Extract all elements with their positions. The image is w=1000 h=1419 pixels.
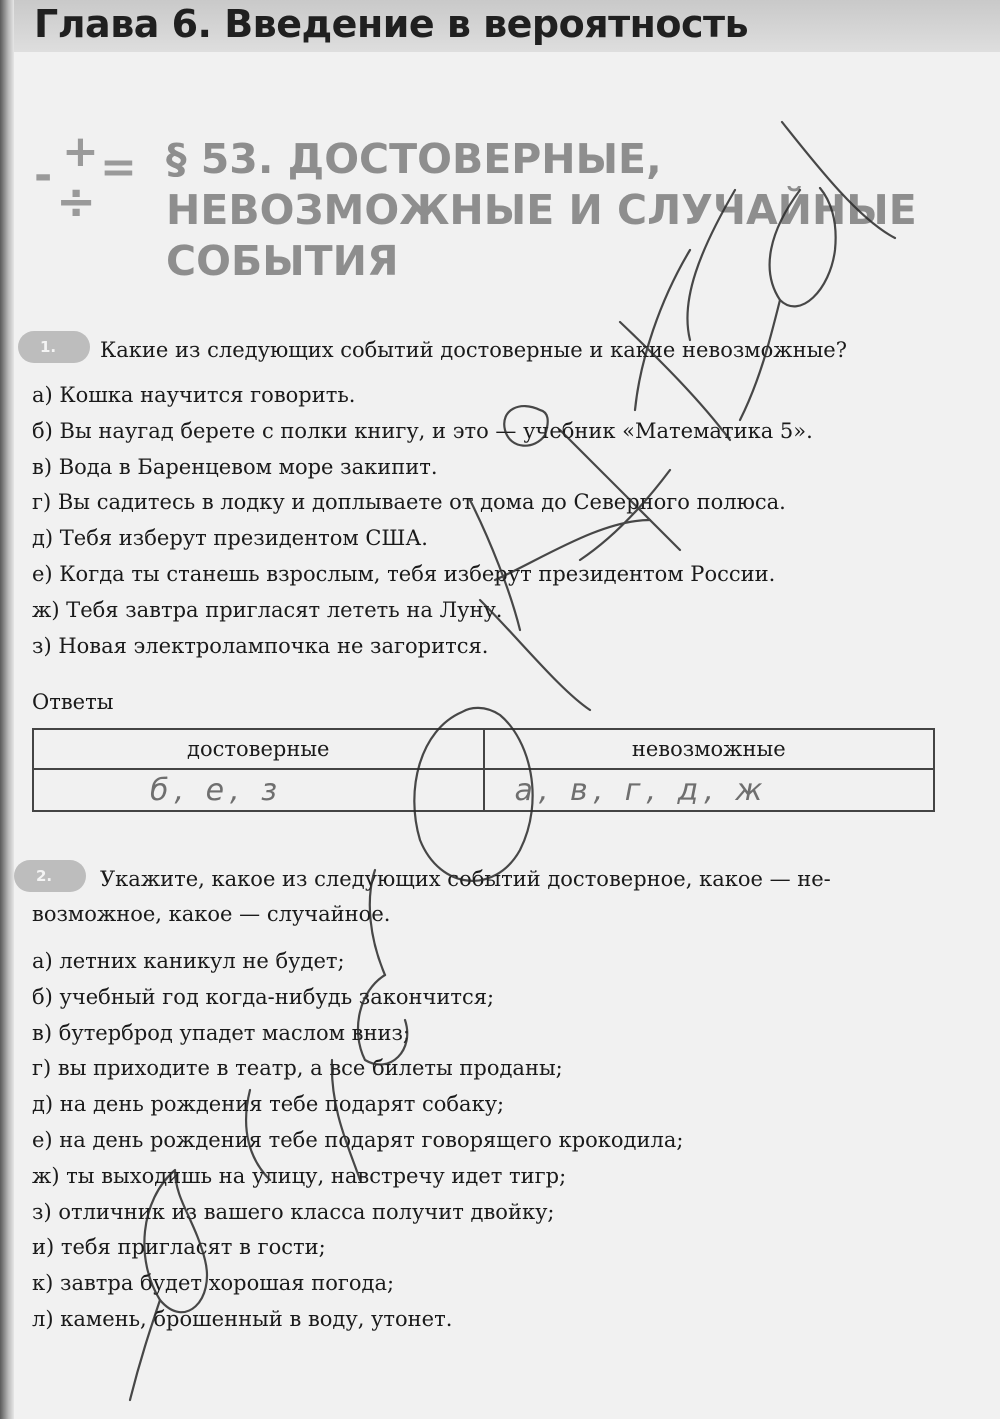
page-edge-shadow — [0, 0, 14, 1419]
chapter-title: Глава 6. Введение в вероятность — [34, 2, 749, 46]
list-item: г) вы приходите в театр, а все билеты проданы; — [32, 1056, 563, 1081]
list-item: з) Новая электролампочка не загорится. — [32, 633, 489, 658]
task-number-badge: 1. — [18, 331, 90, 363]
table-row — [33, 769, 934, 811]
task-number-badge: 2. — [14, 860, 86, 892]
handwritten-answer-impossible: а, в, г, д, ж — [484, 769, 935, 811]
list-item: в) бутерброд упадет маслом вниз; — [32, 1020, 410, 1045]
task1-list — [32, 378, 813, 664]
handwritten-answer-certain: б, е, з — [33, 769, 484, 811]
list-item: б) учебный год когда-нибудь закончится; — [32, 984, 495, 1009]
list-item: а) Кошка научится говорить. — [32, 383, 356, 407]
list-item: е) на день рождения тебе подарят говорящего крокодила; — [32, 1127, 684, 1152]
table-header-row — [33, 729, 934, 769]
equals-icon: = — [100, 142, 137, 193]
list-item: д) Тебя изберут президентом США. — [32, 526, 428, 551]
list-item: з) отличник из вашего класса получит двойку; — [32, 1199, 555, 1224]
list-item: и) тебя пригласят в гости; — [32, 1235, 326, 1260]
answers-table — [32, 728, 935, 812]
section-title-line: СОБЫТИЯ — [166, 237, 399, 285]
minus-icon: - — [34, 150, 53, 201]
list-item: в) Вода в Баренцевом море закипит. — [32, 454, 438, 479]
task2-question-line: возможное, какое — случайное. — [32, 902, 391, 926]
divide-icon: ÷ — [56, 174, 97, 230]
task1-question: Какие из следующих событий достоверные и какие невозможные? — [100, 338, 847, 362]
section-title-line: НЕВОЗМОЖНЫЕ И СЛУЧАЙНЫЕ — [166, 186, 917, 234]
answers-label: Ответы — [32, 690, 114, 714]
math-operations-icon — [28, 126, 138, 232]
plus-icon: + — [62, 126, 99, 177]
list-item: ж) Тебя завтра пригласят лететь на Луну. — [32, 597, 503, 622]
table-header-impossible: невозможные — [484, 729, 935, 769]
section-title — [166, 134, 917, 287]
list-item: г) Вы садитесь в лодку и доплываете от дома до Северного полюса. — [32, 490, 786, 515]
list-item: е) Когда ты станешь взрослым, тебя изберут президентом России. — [32, 561, 776, 586]
section-title-line: § 53. ДОСТОВЕРНЫЕ, — [166, 135, 662, 183]
list-item: б) Вы наугад берете с полки книгу, и это — учебник «Математика 5». — [32, 418, 813, 443]
table-header-certain: достоверные — [33, 729, 484, 769]
task2-question-line: Укажите, какое из следующих событий достоверное, какое — не- — [100, 867, 831, 891]
list-item: д) на день рождения тебе подарят собаку; — [32, 1092, 505, 1117]
list-item: а) летних каникул не будет; — [32, 949, 345, 973]
list-item: к) завтра будет хорошая погода; — [32, 1271, 395, 1296]
list-item: ж) ты выходишь на улицу, навстречу идет тигр; — [32, 1163, 567, 1188]
list-item: л) камень, брошенный в воду, утонет. — [32, 1306, 453, 1331]
task2-list — [32, 944, 683, 1338]
